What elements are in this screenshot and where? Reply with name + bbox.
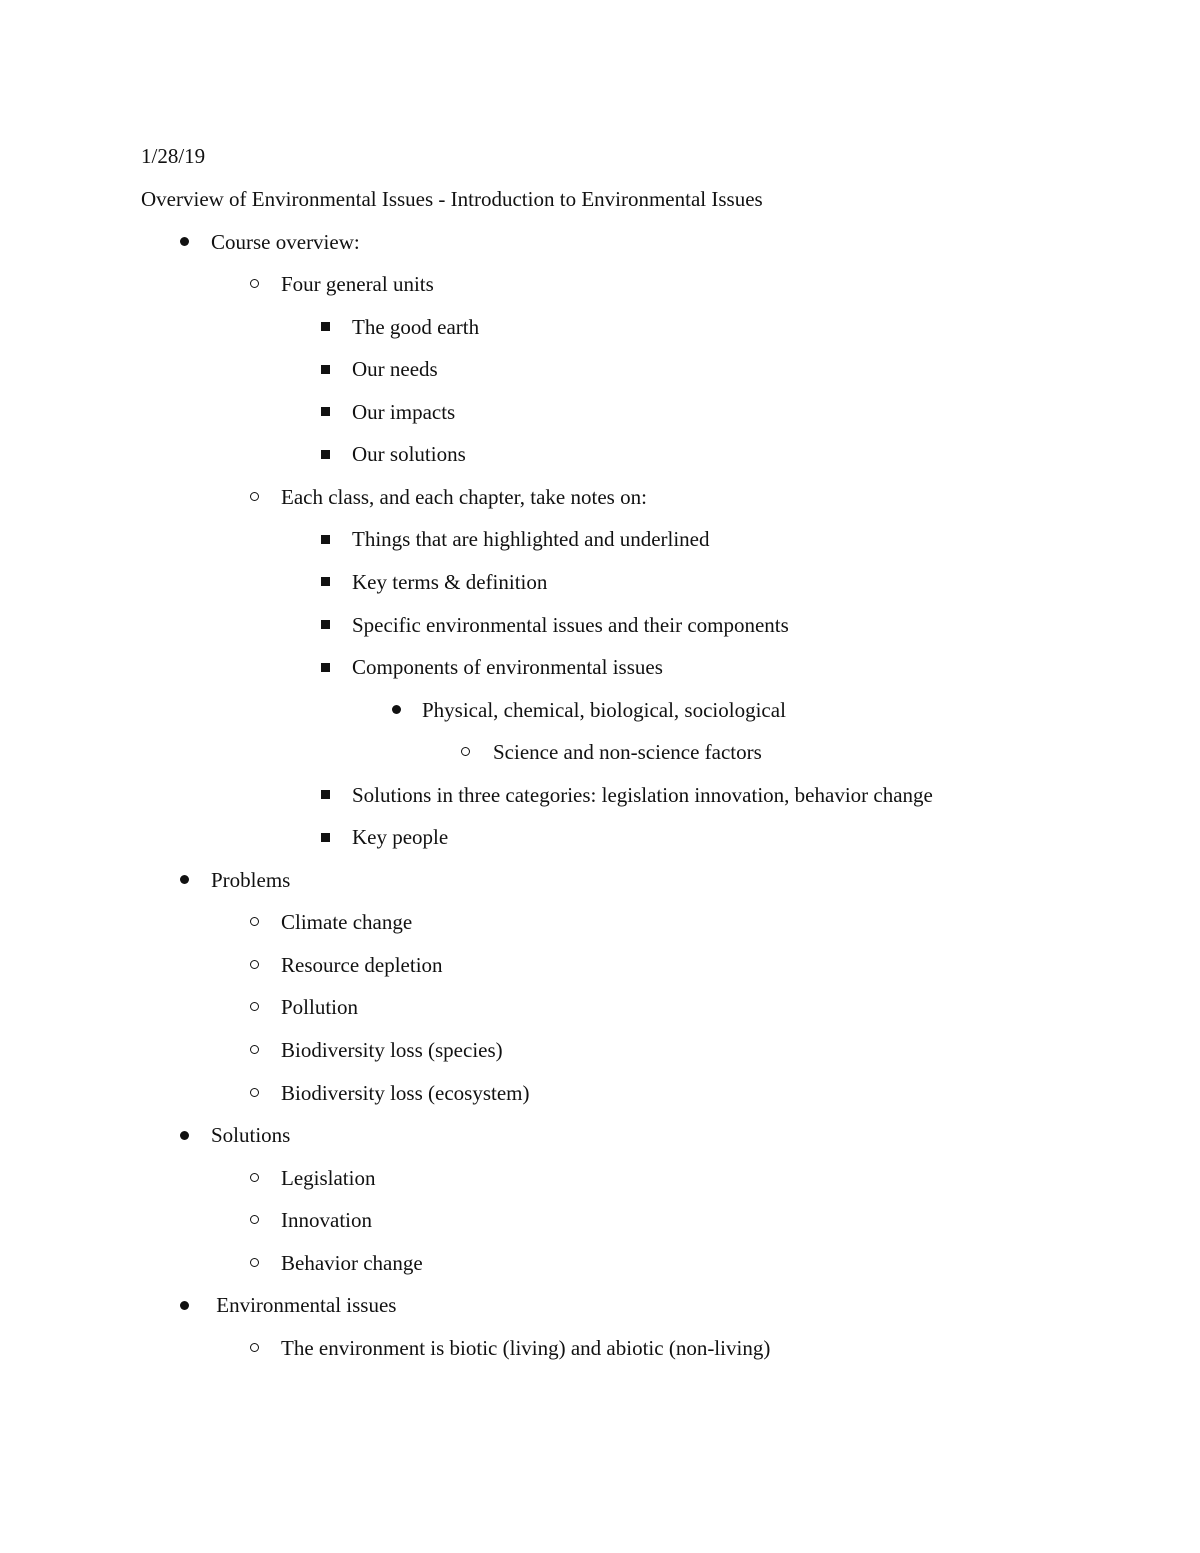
list-item-text: Our needs bbox=[352, 357, 438, 382]
list-item-text: Course overview: bbox=[211, 229, 360, 254]
disc-bullet-icon bbox=[180, 237, 189, 246]
list-item-text: Things that are highlighted and underlined bbox=[352, 527, 710, 552]
list-item-text: Pollution bbox=[281, 995, 359, 1020]
list-item-text: The good earth bbox=[352, 314, 480, 339]
square-bullet-icon bbox=[321, 620, 330, 629]
list-item-text: Behavior change bbox=[281, 1250, 423, 1275]
circle-bullet-icon bbox=[250, 1258, 259, 1267]
list-item-text: Biodiversity loss (species) bbox=[281, 1038, 503, 1062]
circle-bullet-icon bbox=[250, 492, 259, 501]
list-item-text: Our impacts bbox=[352, 399, 456, 424]
circle-bullet-icon bbox=[250, 279, 259, 288]
square-bullet-icon bbox=[321, 322, 330, 331]
disc-bullet-icon bbox=[392, 705, 401, 714]
square-bullet-icon bbox=[321, 790, 330, 799]
circle-bullet-icon bbox=[250, 960, 259, 969]
circle-bullet-icon bbox=[250, 1173, 259, 1182]
list-item-text: Specific environmental issues and their components bbox=[352, 612, 789, 637]
square-bullet-icon bbox=[321, 663, 330, 672]
note-date: 1/28/19 bbox=[141, 144, 206, 168]
square-bullet-icon bbox=[321, 577, 330, 586]
square-bullet-icon bbox=[321, 450, 330, 459]
circle-bullet-icon bbox=[250, 917, 259, 926]
disc-bullet-icon bbox=[180, 1301, 189, 1310]
circle-bullet-icon bbox=[250, 1215, 259, 1224]
circle-bullet-icon bbox=[250, 1088, 259, 1097]
list-item-text: Biodiversity loss (ecosystem) bbox=[281, 1080, 530, 1105]
disc-bullet-icon bbox=[180, 875, 189, 884]
list-item-text: Physical, chemical, biological, sociological bbox=[422, 697, 786, 722]
circle-bullet-icon bbox=[461, 747, 470, 756]
list-item-text: Four general units bbox=[281, 272, 434, 297]
list-item-text: The environment is biotic (living) and abiotic (non-living) bbox=[281, 1335, 771, 1360]
circle-bullet-icon bbox=[250, 1045, 259, 1054]
circle-bullet-icon bbox=[250, 1343, 259, 1352]
list-item-text: Solutions bbox=[211, 1123, 291, 1148]
list-item-text: Resource depletion bbox=[281, 952, 443, 977]
list-item-text: Legislation bbox=[281, 1165, 376, 1190]
list-item-text: Environmental issues bbox=[211, 1293, 397, 1318]
list-item-text: Key terms & definition bbox=[352, 569, 548, 594]
list-item-text: Solutions in three categories: legislation innovation, behavior change bbox=[352, 782, 933, 807]
list-item-text: Problems bbox=[211, 867, 291, 892]
list-item-text: Key people bbox=[352, 825, 449, 850]
square-bullet-icon bbox=[321, 365, 330, 374]
list-item-text: Climate change bbox=[281, 910, 413, 935]
square-bullet-icon bbox=[321, 535, 330, 544]
square-bullet-icon bbox=[321, 833, 330, 842]
note-title: Overview of Environmental Issues - Introduction to Environmental Issues bbox=[141, 187, 763, 211]
list-item-text: Innovation bbox=[281, 1208, 372, 1233]
list-item-text: Science and non-science factors bbox=[493, 740, 762, 765]
list-item-text: Components of environmental issues bbox=[352, 655, 663, 680]
square-bullet-icon bbox=[321, 407, 330, 416]
circle-bullet-icon bbox=[250, 1002, 259, 1011]
list-item-text: Each class, and each chapter, take notes on: bbox=[281, 484, 647, 509]
disc-bullet-icon bbox=[180, 1131, 189, 1140]
list-item-text: Our solutions bbox=[352, 442, 466, 467]
